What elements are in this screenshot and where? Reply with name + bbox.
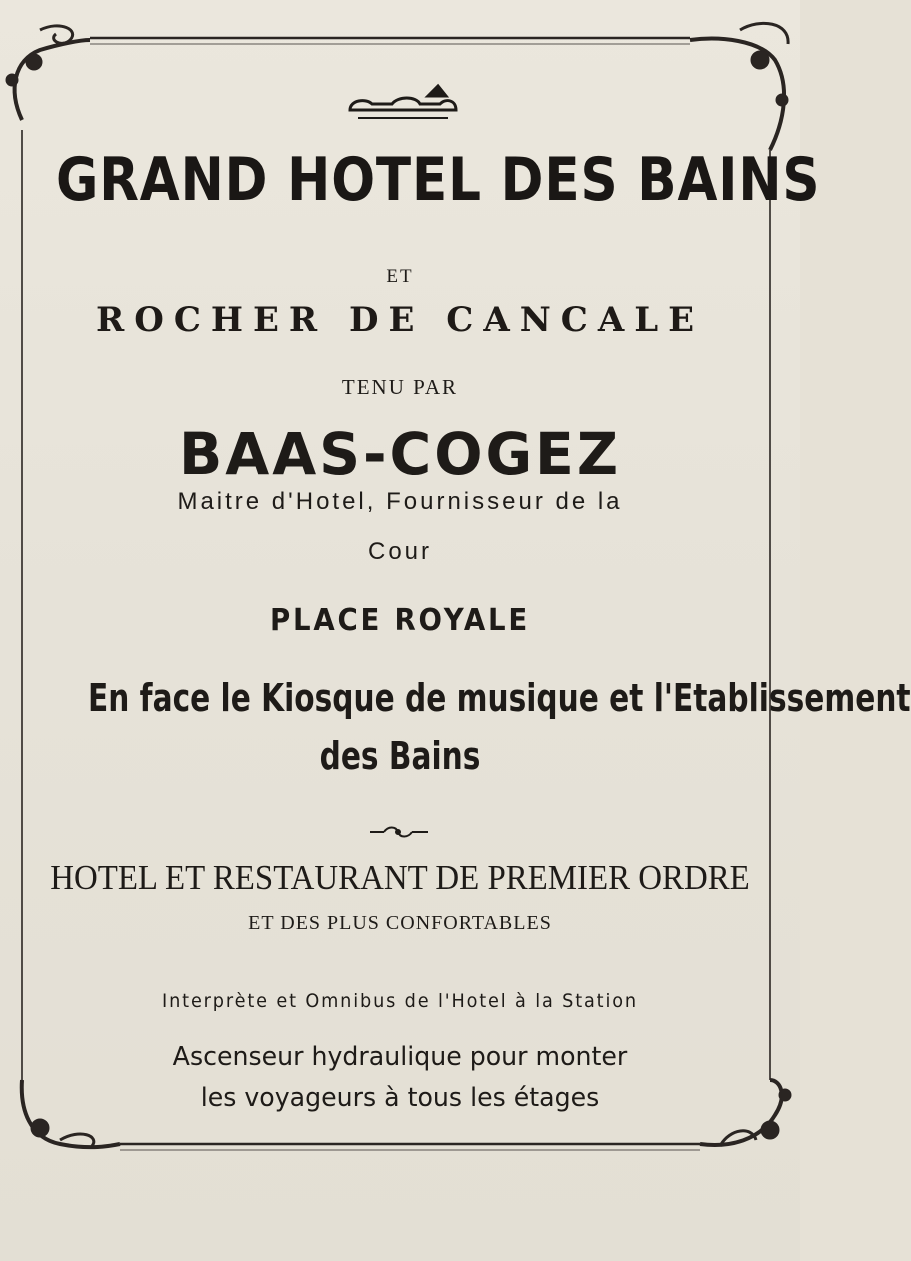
category-heading: HOTEL ET RESTAURANT DE PREMIER ORDRE xyxy=(50,858,750,897)
divider-flourish xyxy=(370,828,428,837)
corner-scroll-ornament-top-left xyxy=(6,26,90,120)
location-heading: PLACE ROYALE xyxy=(270,603,530,638)
comfort-line: ET DES PLUS CONFORTABLES xyxy=(248,912,552,934)
proprietor-name: BAAS-COGEZ xyxy=(179,420,621,488)
elevator-line-1: Ascenseur hydraulique pour monter xyxy=(172,1042,628,1072)
location-detail-line-2: des Bains xyxy=(319,734,481,778)
crest-ornament xyxy=(350,86,456,118)
bottom-border-rule xyxy=(120,1144,700,1150)
rocher-de-cancale-subtitle: ROCHER DE CANCALE xyxy=(95,300,705,340)
hotel-title: GRAND HOTEL DES BAINS xyxy=(56,145,821,215)
conjunction-et: ET xyxy=(386,266,414,287)
corner-scroll-ornament-top-right xyxy=(690,23,788,150)
location-detail-line-1: En face le Kiosque de musique et l'Etablissement xyxy=(88,676,911,720)
qualification-line-2: Cour xyxy=(367,538,433,565)
elevator-line-2: les voyageurs à tous les étages xyxy=(200,1083,600,1113)
top-border-rule xyxy=(90,38,690,44)
services-line: Interprète et Omnibus de l'Hotel à la Station xyxy=(162,990,638,1012)
qualification-line-1: Maitre d'Hotel, Fournisseur de la xyxy=(177,488,623,515)
run-by-label: TENU PAR xyxy=(341,375,459,399)
